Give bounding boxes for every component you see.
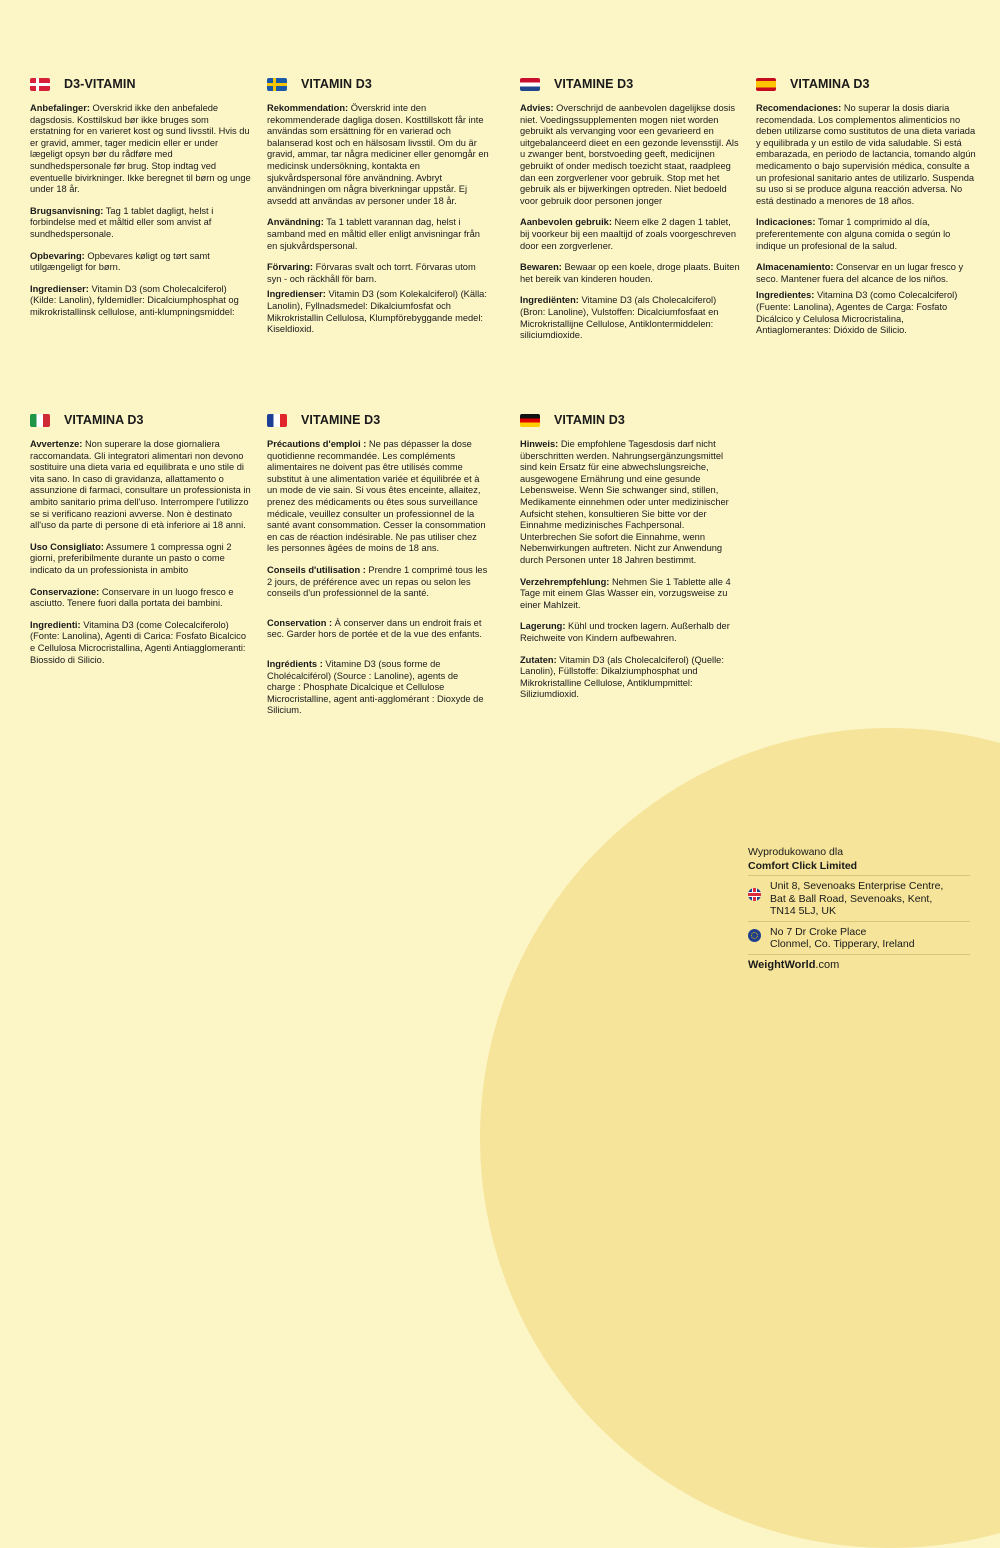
- section-header: [30, 77, 252, 91]
- paragraph: Recomendaciones: No superar la dosis diaria recomendada. Los complementos alimenticios no deben utilizarse como sustitutos de una dieta variada y equilibrada y un estilo de vida saludable. Si está embarazada, en periodo de lactancia, tomando algún medicamento o bajo supervisión médica, consulte a un profesional sanitario antes de utilizarlo. Suspenda su uso si se produce alguna reacción adversa. No está destinado a menores de 18 años.: [756, 103, 976, 206]
- address-line: Bat & Ball Road, Sevenoaks, Kent,: [770, 892, 933, 905]
- paragraph: Rekommendation: Överskrid inte den rekommenderade dagliga dosen. Kosttillskott får inte användas som ersättning för en varierad och balanserad kost och en hälsosam livsstil. Om du är gravid, ammar, tar några mediciner eller genomgår en medicinsk undersökning, kontakta en sjukvårdspersonal före användning. Avbryt användningen om några biverkningar uppstår. Ej avsedd att användas av personer under 18 år.: [267, 103, 489, 206]
- section-header: [520, 77, 742, 91]
- address-line: Clonmel, Co. Tipperary, Ireland: [770, 938, 915, 950]
- section-italian: [30, 413, 252, 676]
- paragraph: Indicaciones: Tomar 1 comprimido al día, preferentemente con alguna comida o según lo indique un profesional de la salud.: [756, 217, 951, 251]
- paragraph: Zutaten: Vitamin D3 (als Cholecalciferol) (Quelle: Lanolin), Füllstoffe: Dikalziumphosphat und Mikrokristalline Cellulose, Antiklumpmittel: Siliziumdioxid.: [520, 654, 724, 700]
- france-flag-icon: [267, 414, 287, 427]
- uk-address: [748, 875, 970, 921]
- spain-flag-icon: [756, 78, 776, 91]
- section-header: [267, 413, 489, 427]
- paragraph: Conseils d'utilisation : Prendre 1 comprimé tous les 2 jours, de préférence avec un repas ou selon les conseils d'un professionnel de la santé.: [267, 564, 488, 599]
- made-for-label: Wyprodukowano dla: [748, 846, 844, 858]
- section-title: VITAMIN D3: [554, 413, 625, 427]
- paragraph: Ingredientes: Vitamina D3 (como Colecalciferol) (Fuente: Lanolina), Agentes de Carga: Fosfato Dicálcico y Celulosa Microcristalina, Antiaglomerantes: Dióxido de Silicio.: [756, 290, 958, 336]
- section-title: VITAMINE D3: [554, 77, 634, 91]
- paragraph: Uso Consigliato: Assumere 1 compressa ogni 2 giorni, preferibilmente durante un pasto o come indicato da un professionista in ambito: [30, 541, 232, 575]
- paragraph: Ingrédients : Vitamine D3 (sous forme de Cholécalciférol) (Source : Lanoline), agents de charge : Phosphate Dicalcique et Cellulose Microcristalline, agent anti-agglomérant : Dioxyde de Silicium.: [267, 658, 484, 716]
- paragraph: Ingredienser: Vitamin D3 (som Cholecalciferol) (Kilde: Lanolin), fyldemidler: Dicalciumphosphat og mikrokristallinsk cellulose, anti-klumpningsmiddel:: [30, 283, 239, 317]
- paragraph: Verzehrempfehlung: Nehmen Sie 1 Tablette alle 4 Tage mit einem Glas Wasser ein, vorzugsweise zu einer Mahlzeit.: [520, 576, 731, 610]
- italy-flag-icon: [30, 414, 50, 427]
- germany-flag-icon: [520, 414, 540, 427]
- section-german: [520, 413, 742, 711]
- denmark-flag-icon: [30, 78, 50, 91]
- paragraph: Almacenamiento: Conservar en un lugar fresco y seco. Mantener fuera del alcance de los niños.: [756, 262, 964, 284]
- section-danish: [30, 77, 252, 329]
- paragraph: Ingrediënten: Vitamine D3 (als Cholecalciferol) (Bron: Lanoline), Vulstoffen: Dicalciumfosfaat en Microkristallijne Cellulose, Antiklontermiddelen: siliciumdioxide.: [520, 295, 719, 341]
- paragraph: Ingredienti: Vitamina D3 (come Colecalciferolo) (Fonte: Lanolina), Agenti di Carica: Fosfato Bicalcico e Cellulosa Microcristallina, Agenti Antiagglomeranti: Biossido di Silicio.: [30, 619, 247, 665]
- ireland-address: [748, 921, 970, 954]
- company-name: Comfort Click Limited: [748, 860, 858, 872]
- paragraph: Användning: Ta 1 tablett varannan dag, helst i samband med en måltid eller enligt anvisningar från en sjukvårdspersonal.: [267, 217, 480, 251]
- paragraph: Anbefalinger: Overskrid ikke den anbefalede dagsdosis. Kosttilskud bør ikke bruges som erstatning for en varieret kost og sund livsstil. Hvis du er gravid, ammer, tager medicin eller er under lægeligt opsyn bør du rådføre med sundhedspersonale før brug. Stop indtag ved eventuelle bivirkninger. Ikke beregnet til børn og unge under 18 år.: [30, 103, 251, 195]
- eu-flag-icon: [748, 929, 761, 942]
- section-title: VITAMIN D3: [301, 77, 372, 91]
- paragraph: Förvaring: Förvaras svalt och torrt. Förvaras utom syn - och räckhåll för barn.: [267, 262, 476, 284]
- paragraph: Aanbevolen gebruik: Neem elke 2 dagen 1 tablet, bij voorkeur bij een maaltijd of zoals voorgeschreven door een zorgverlener.: [520, 217, 737, 251]
- section-header: [756, 77, 978, 91]
- section-header: [520, 413, 742, 427]
- brand-website: WeightWorld.com: [748, 954, 970, 971]
- paragraph: Lagerung: Kühl und trocken lagern. Außerhalb der Reichweite von Kindern aufbewahren.: [520, 621, 730, 643]
- section-header: [267, 77, 489, 91]
- section-spanish: [756, 77, 978, 347]
- paragraph: Ingredienser: Vitamin D3 (som Kolekalciferol) (Källa: Lanolin), Fyllnadsmedel: Dikalciumfosfat och Mikrokristallin Cellulosa, Klumpförebyggande medel: Kiseldioxid.: [267, 289, 487, 335]
- paragraph: Hinweis: Die empfohlene Tagesdosis darf nicht überschritten werden. Nahrungsergänzungsmittel sind kein Ersatz für eine abwechslungsreiche, ausgewogene Ernährung und eine gesunde Lebensweise. Wenn Sie schwanger sind, stillen, Medikamente einnehmen oder unter medizinischer Aufsicht stehen, konsultieren Sie bitte vor der Einnahme medizinisches Fachpersonal. Unterbrechen Sie sofort die Einnahme, wenn Nebenwirkungen auftreten. Nicht zur Anwendung durch Personen unter 18 Jahren bestimmt.: [520, 439, 729, 565]
- address-line: No 7 Dr Croke Place: [770, 925, 867, 938]
- paragraph: Brugsanvisning: Tag 1 tablet dagligt, helst i forbindelse med et måltid eller som anvist af sundhedspersonale.: [30, 205, 214, 239]
- section-dutch: [520, 77, 742, 352]
- paragraph: Conservazione: Conservare in un luogo fresco e asciutto. Tenere fuori dalla portata dei bambini.: [30, 586, 234, 609]
- section-title: D3-VITAMIN: [64, 77, 136, 91]
- paragraph: Précautions d'emploi : Ne pas dépasser la dose quotidienne recommandée. Les compléments alimentaires ne doivent pas être utilisés comme substitut à une alimentation variée et équilibrée et à un mode de vie sain. Si vous êtes enceinte, allaitez, prenez des médicaments ou êtes sous surveillance médicale, veuillez consulter un professionnel de la santé avant consommation. Cesser la consommation en cas de réaction indésirable. Ne pas utiliser chez les personnes âgées de moins de 18 ans.: [267, 439, 486, 554]
- section-french: [267, 413, 489, 727]
- paragraph: Bewaren: Bewaar op een koele, droge plaats. Buiten het bereik van kinderen houden.: [520, 262, 740, 284]
- sweden-flag-icon: [267, 78, 287, 91]
- address-line: TN14 5LJ, UK: [770, 905, 836, 917]
- paragraph: Advies: Overschrijd de aanbevolen dagelijkse dosis niet. Voedingssupplementen mogen niet worden gebruikt als vervanging voor een gevarieerd en uitgebalanceerd dieet en een gezonde levensstijl. Als u zwanger bent, borstvoeding geeft, medicijnen gebruikt of onder medisch toezicht staat, raadpleeg dan een zorgverlener voor gebruik. Stop met het gebruik als er bijwerkingen optreden. Niet bedoeld voor gebruik door personen jonger: [520, 103, 739, 206]
- uk-flag-icon: [748, 888, 761, 901]
- manufacturer-info: [748, 846, 970, 971]
- address-line: Unit 8, Sevenoaks Enterprise Centre,: [770, 880, 944, 892]
- section-title: VITAMINA D3: [64, 413, 144, 427]
- netherlands-flag-icon: [520, 78, 540, 91]
- paragraph: Avvertenze: Non superare la dose giornaliera raccomandata. Gli integratori alimentari non devono sostituire una dieta varia ed equilibrata e uno stile di vita sano. In caso di gravidanza, allattamento o assunzione di farmaci, consultare un professionista in ambito sanitario prima dell'uso. Interrompere l'utilizzo se si verificano reazioni avverse. Non è destinato all'uso da parte di persone di età inferiore ai 18 anni.: [30, 439, 251, 531]
- section-title: VITAMINE D3: [301, 413, 381, 427]
- paragraph: Opbevaring: Opbevares køligt og tørt samt utilgængeligt for børn.: [30, 250, 210, 273]
- section-swedish: [267, 77, 489, 346]
- section-title: VITAMINA D3: [790, 77, 870, 91]
- paragraph: Conservation : À conserver dans un endroit frais et sec. Garder hors de portée et de la vue des enfants.: [267, 617, 482, 640]
- section-header: [30, 413, 252, 427]
